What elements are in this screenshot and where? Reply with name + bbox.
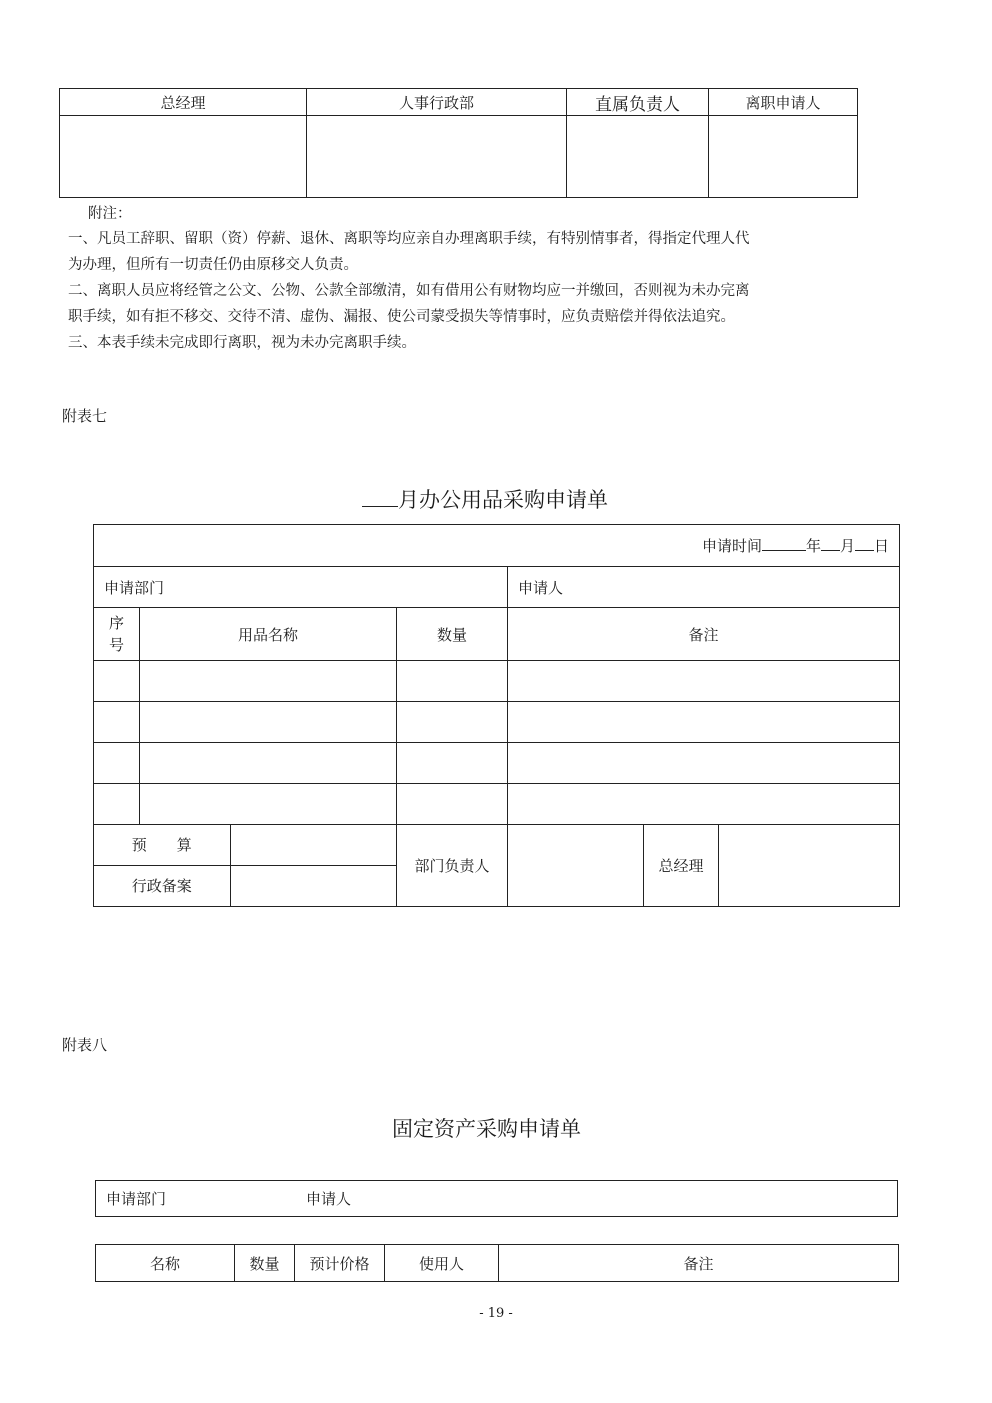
gm-field[interactable] (719, 825, 900, 907)
dept-head-label: 部门负责人 (397, 825, 508, 907)
notes-line-1: 一、凡员工辞职、留职（资）停薪、退休、离职等均应亲自办理离职手续，有特别情事者，得指定代理人代 (68, 231, 750, 247)
signoff-header-hr: 人事行政部 (307, 89, 567, 116)
asset-col-name: 名称 (96, 1245, 235, 1282)
month-label: 月 (840, 537, 856, 555)
asset-col-user: 使用人 (385, 1245, 499, 1282)
signoff-cell-applicant[interactable] (709, 116, 858, 198)
cell[interactable] (94, 743, 140, 784)
admin-record-label: 行政备案 (94, 865, 230, 906)
signoff-cell-supervisor[interactable] (567, 116, 709, 198)
table-row (94, 743, 900, 784)
budget-field[interactable] (230, 825, 397, 865)
cell[interactable] (508, 784, 900, 825)
dept-label: 申请部门 (104, 578, 165, 597)
request-time-row (94, 525, 900, 567)
notes-line-4: 职手续，如有拒不移交、交待不清、虚伪、漏报、使公司蒙受损失等情事时，应负责赔偿并得依法追究。 (68, 309, 735, 325)
budget-admin-block (94, 825, 397, 907)
col-header-qty: 数量 (397, 608, 508, 661)
admin-record-field[interactable] (230, 865, 397, 906)
table-row (94, 702, 900, 743)
appendix7-title-text: 月办公用品采购申请单 (398, 488, 608, 512)
asset-dept-applicant-row[interactable] (96, 1181, 898, 1217)
appendix7-title (362, 484, 608, 514)
col-header-note: 备注 (508, 608, 900, 661)
cell[interactable] (397, 702, 508, 743)
cell[interactable] (397, 784, 508, 825)
year-blank[interactable] (762, 535, 806, 551)
applicant-label: 申请人 (518, 578, 564, 597)
budget-label: 预 算 (94, 825, 230, 865)
cell[interactable] (508, 743, 900, 784)
fixed-asset-header-form (95, 1180, 898, 1217)
signoff-cell-hr[interactable] (307, 116, 567, 198)
signoff-header-applicant: 离职申请人 (709, 89, 858, 116)
month-input-blank[interactable] (821, 535, 840, 551)
signoff-cell-gm[interactable] (60, 116, 307, 198)
signoff-table (59, 88, 858, 198)
request-time-label: 申请时间 (702, 537, 763, 555)
fixed-asset-table (95, 1244, 899, 1282)
cell[interactable] (508, 661, 900, 702)
notes-heading: 附注： (88, 206, 132, 222)
col-header-name: 用品名称 (140, 608, 397, 661)
asset-col-note: 备注 (499, 1245, 899, 1282)
dept-field[interactable] (94, 567, 508, 608)
notes-line-5: 三、本表手续未完成即行离职，视为未办完离职手续。 (68, 335, 416, 351)
office-supplies-form (93, 524, 900, 907)
asset-col-price: 预计价格 (295, 1245, 385, 1282)
signoff-header-supervisor: 直属负责人 (567, 89, 709, 116)
appendix7-label: 附表七 (62, 407, 108, 425)
asset-col-qty: 数量 (235, 1245, 295, 1282)
seq-char-2: 号 (108, 636, 124, 654)
dept-head-field[interactable] (508, 825, 644, 907)
cell[interactable] (140, 702, 397, 743)
table-row (94, 784, 900, 825)
appendix8-title: 固定资产采购申请单 (392, 1117, 581, 1141)
col-header-seq (94, 608, 140, 661)
table-row (94, 661, 900, 702)
notes-line-2: 为办理，但所有一切责任仍由原移交人负责。 (68, 257, 358, 273)
cell[interactable] (508, 702, 900, 743)
asset-dept-label: 申请部门 (106, 1190, 167, 1208)
cell[interactable] (140, 743, 397, 784)
cell[interactable] (397, 743, 508, 784)
day-label: 日 (874, 537, 890, 555)
cell[interactable] (397, 661, 508, 702)
day-blank[interactable] (855, 535, 874, 551)
seq-char-1: 序 (108, 614, 124, 632)
year-label: 年 (806, 537, 822, 555)
notes-line-3: 二、离职人员应将经管之公文、公物、公款全部缴清，如有借用公有财物均应一并缴回，否则视为未办完离 (68, 283, 750, 299)
month-blank[interactable] (362, 491, 398, 507)
cell[interactable] (140, 661, 397, 702)
cell[interactable] (94, 784, 140, 825)
signoff-header-gm: 总经理 (60, 89, 307, 116)
asset-applicant-label: 申请人 (306, 1190, 352, 1208)
cell[interactable] (140, 784, 397, 825)
appendix8-label: 附表八 (62, 1036, 108, 1054)
cell[interactable] (94, 661, 140, 702)
applicant-field[interactable] (508, 567, 900, 608)
cell[interactable] (94, 702, 140, 743)
page-number: - 19 - (479, 1306, 513, 1321)
gm-label: 总经理 (644, 825, 719, 907)
